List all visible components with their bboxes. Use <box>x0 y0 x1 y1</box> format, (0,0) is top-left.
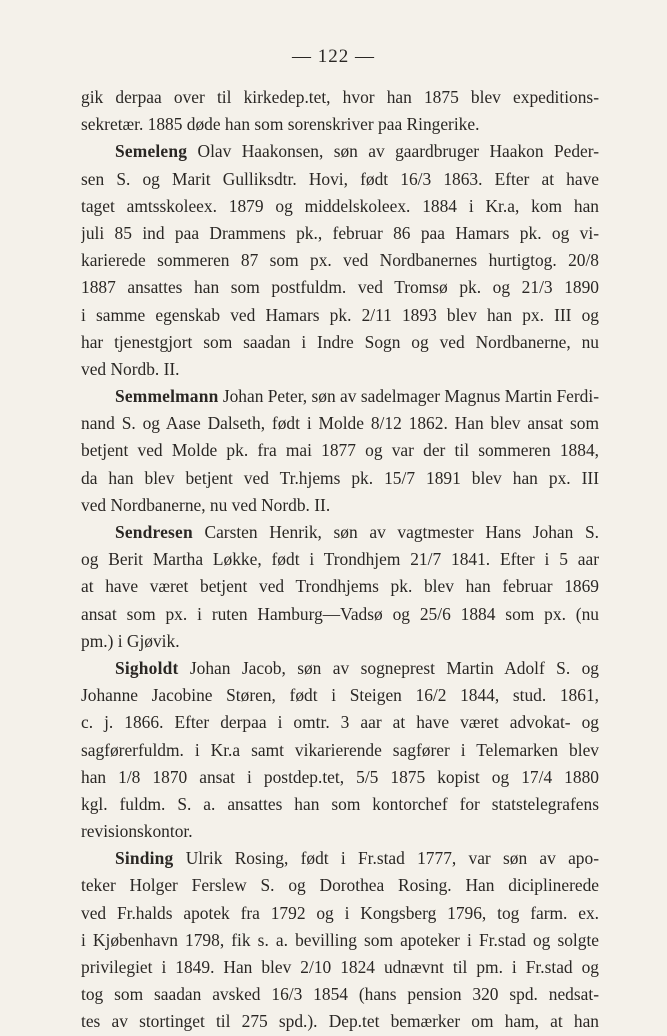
entry-name: Semmelmann <box>115 386 219 407</box>
text-line <box>81 465 599 492</box>
text-segment: 1/8 <box>118 766 141 787</box>
text-segment: i Kjøbenhavn 1798, fik s. a. bevilling som apoteker i Fr.stad og solgte <box>81 929 599 950</box>
text-segment: han <box>81 766 119 787</box>
text-segment: 1891 blev han px. III <box>415 467 599 488</box>
text-segment: Johan Peter, søn av sadelmager Magnus Martin Ferdi- <box>218 386 599 407</box>
text-segment: da han blev betjent ved Tr.hjems pk. <box>81 467 385 488</box>
text-segment: 1884 som px. (nu <box>450 603 599 624</box>
text-line <box>81 900 599 927</box>
text-segment: Ulrik Rosing, født i Fr.stad 1777, var søn av apo- <box>173 848 599 869</box>
text-line <box>81 655 599 682</box>
text-segment: 5/5 <box>356 766 379 787</box>
text-segment: c. j. 1866. Efter derpaa i omtr. 3 aar at have været advokat- og <box>81 712 599 733</box>
text-segment: Johanne Jacobine Støren, født i Steigen <box>81 685 416 706</box>
text-segment: ved Fr.halds apotek fra 1792 og i Kongsberg 1796, tog farm. ex. <box>81 902 599 923</box>
text-segment: 1880 <box>552 766 599 787</box>
text-segment: tog som saadan avsked <box>81 984 272 1005</box>
text-line <box>81 737 599 764</box>
text-line <box>81 954 599 981</box>
text-line <box>81 981 599 1008</box>
entry-name: Sendresen <box>115 522 193 542</box>
page-number: — 122 — <box>292 46 375 67</box>
text-segment: sekretær. 1885 døde han som sorenskriver paa Ringerike. <box>81 114 480 135</box>
text-segment: teker Holger Ferslew S. og Dorothea Rosing. Han diciplinerede <box>81 875 599 896</box>
text-segment: karierede sommeren 87 som px. ved Nordbanernes hurtigtog. <box>81 250 569 271</box>
text-segment: 2/10 <box>300 957 332 977</box>
text-segment: betjent ved Molde pk. fra mai 1877 og var der til sommeren 1884, <box>81 440 599 461</box>
text-line <box>81 709 599 736</box>
text-line <box>81 818 599 845</box>
entry-name: Sigholdt <box>115 657 179 678</box>
text-line <box>81 682 599 709</box>
text-segment: Carsten Henrik, søn av vagtmester Hans Johan S. <box>192 522 599 542</box>
text-line <box>81 274 599 301</box>
text-segment: kgl. fuldm. S. a. ansattes han som kontorchef for statstelegrafens <box>81 793 599 814</box>
text-segment: ved Nordbanerne, nu ved Nordb. II. <box>81 494 331 515</box>
text-segment: 15/7 <box>384 467 416 488</box>
text-segment: 17/4 <box>521 766 553 787</box>
text-segment: at have været betjent ved Trondhjems pk. blev han februar 1869 <box>81 576 599 597</box>
text-segment: 1844, stud. 1861, <box>446 685 599 706</box>
text-segment: 1870 ansat i postdep.tet, <box>140 766 357 787</box>
entry-name: Sinding <box>115 848 174 869</box>
text-segment: 1854 (hans pension 320 spd. nedsat- <box>302 984 599 1005</box>
text-segment: 2/11 <box>361 304 392 325</box>
text-line <box>81 329 599 356</box>
entry-name: Semeleng <box>115 141 188 162</box>
text-line <box>81 927 599 954</box>
text-segment: 20/8 <box>568 250 599 271</box>
text-segment: 1863. Efter at have <box>431 168 599 189</box>
text-segment: 21/7 <box>410 549 442 570</box>
text-segment: har tjenestgjort som saadan i Indre Sogn og ved Nordbanerne, nu <box>81 331 599 352</box>
text-segment: 1862. Han blev ansat som <box>401 413 599 434</box>
text-segment: 1875 kopist og <box>378 766 522 787</box>
text-segment: sagførerfuldm. i Kr.a samt vikarierende sagfører i Telemarken blev <box>81 739 599 760</box>
text-segment: sen S. og Marit Gulliksdtr. Hovi, født <box>81 168 401 189</box>
text-line <box>81 220 599 247</box>
text-segment: tes av stortinget til 275 spd.). Dep.tet bemærker om ham, at han <box>81 1011 599 1032</box>
text-segment: 16/3 <box>271 984 303 1005</box>
text-segment: 1890 <box>552 277 599 298</box>
text-segment: 1841. Efter i 5 aar <box>441 549 599 570</box>
text-line <box>81 138 599 165</box>
text-segment: 25/6 <box>419 603 451 624</box>
text-segment: revisionskontor. <box>81 821 193 842</box>
text-segment: nand S. og Aase Dalseth, født i Molde <box>81 413 371 434</box>
text-line <box>81 601 599 628</box>
text-line <box>81 764 599 791</box>
text-segment: privilegiet i 1849. Han blev <box>81 957 301 977</box>
text-segment: pm.) i Gjøvik. <box>81 630 180 651</box>
text-segment: i samme egenskab ved Hamars pk. <box>81 304 362 325</box>
text-segment: gik derpaa over til kirkedep.tet, hvor han 1875 blev expeditions- <box>81 87 599 107</box>
text-segment: 16/2 <box>415 685 447 706</box>
text-segment: 8/12 <box>370 413 402 434</box>
text-line <box>81 247 599 274</box>
text-line <box>81 845 599 872</box>
text-line <box>81 872 599 899</box>
text-line <box>81 492 599 519</box>
body-text <box>81 84 599 1036</box>
text-segment: 1887 ansattes han som postfuldm. ved Tromsø pk. og <box>81 277 522 298</box>
text-segment: Johan Jacob, søn av sogneprest Martin Adolf S. og <box>178 657 599 678</box>
text-segment: 16/3 <box>400 168 432 189</box>
text-line <box>81 546 599 573</box>
text-line <box>81 628 599 655</box>
text-segment: Olav Haakonsen, søn av gaardbruger Haakon Peder- <box>187 141 599 162</box>
text-line <box>81 111 599 138</box>
text-line <box>81 193 599 220</box>
text-line <box>81 519 599 546</box>
text-segment: ved Nordb. II. <box>81 358 180 379</box>
text-line <box>81 410 599 437</box>
text-line <box>81 437 599 464</box>
text-segment: juli 85 ind paa Drammens pk., februar 86 paa Hamars pk. og vi- <box>81 222 599 243</box>
text-line <box>81 383 599 410</box>
text-segment: taget amtsskoleex. 1879 og middelskoleex. 1884 i Kr.a, kom han <box>81 195 599 216</box>
text-line <box>81 302 599 329</box>
text-segment: 1824 udnævnt til pm. i Fr.stad og <box>331 957 599 977</box>
text-segment: 21/3 <box>521 277 553 298</box>
text-segment: ansat som px. i ruten Hamburg—Vadsø og <box>81 603 420 624</box>
text-line <box>81 1008 599 1035</box>
text-segment: og Berit Martha Løkke, født i Trondhjem <box>81 549 411 570</box>
text-line <box>81 573 599 600</box>
text-line <box>81 791 599 818</box>
text-line <box>81 84 599 111</box>
text-line <box>81 356 599 383</box>
text-segment: 1893 blev han px. III og <box>391 304 599 325</box>
text-line <box>81 166 599 193</box>
